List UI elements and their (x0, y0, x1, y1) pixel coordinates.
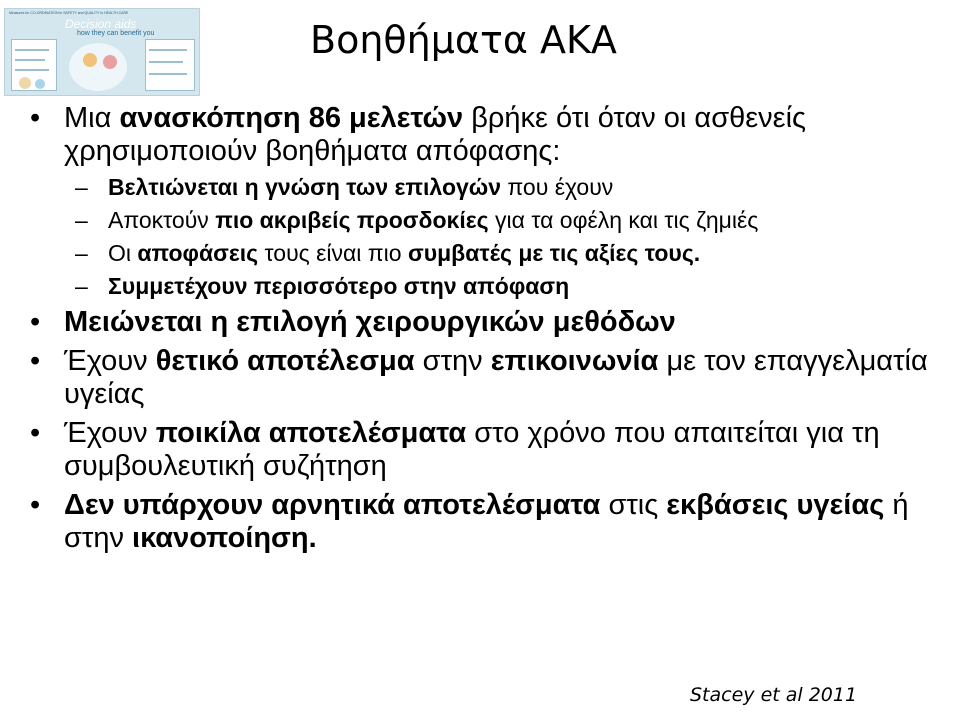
bullet-item (30, 306, 930, 339)
text-segment: πιο ακριβείς προσδοκίες (215, 207, 489, 233)
bullet-item (30, 417, 930, 483)
bullet-item (30, 489, 930, 555)
thumbnail-line (149, 73, 187, 75)
text-segment: ποικίλα αποτελέσματα (155, 417, 467, 449)
text-segment: στο χρόνο που απαιτείται για τη συμβουλευτική συζήτηση (64, 417, 880, 482)
thumbnail-person-icon (83, 53, 97, 67)
text-segment: Δεν υπάρχουν αρνητικά αποτελέσματα (64, 489, 601, 521)
sub-bullet-item (30, 207, 930, 234)
text-segment: εκβάσεις υγείας (666, 489, 885, 521)
bullet-marker: • (30, 102, 41, 134)
thumbnail-line (15, 69, 49, 71)
bullet-marker: • (30, 489, 41, 521)
dash-marker: – (75, 273, 88, 299)
text-segment: Μειώνεται η επιλογή χειρουργικών μεθόδων (64, 306, 676, 338)
thumbnail-center-illustration (69, 43, 127, 91)
slide-title: Βοηθήματα ΑΚΑ (310, 18, 617, 62)
thumbnail-panel-right (145, 39, 195, 91)
thumbnail-panel-left (11, 39, 57, 91)
bullet-list (30, 102, 930, 561)
dash-marker: – (75, 207, 88, 233)
text-segment: αποφάσεις (137, 240, 259, 266)
thumbnail-person-icon (103, 55, 117, 69)
bullet-marker: • (30, 306, 41, 338)
text-segment: Οι (108, 240, 138, 266)
thumbnail-person-icon (35, 79, 45, 89)
bullet-item (30, 102, 930, 168)
text-segment: ανασκόπηση 86 μελετών (119, 102, 464, 134)
decision-aids-thumbnail (4, 8, 200, 96)
text-segment: Συμμετέχουν περισσότερο στην απόφαση (108, 273, 570, 299)
citation: Stacey et al 2011 (690, 684, 858, 706)
text-segment: στις (600, 489, 667, 521)
text-segment: Αποκτούν (108, 207, 216, 233)
bullet-item (30, 345, 930, 411)
thumbnail-person-icon (19, 77, 31, 89)
text-segment: συμβατές με τις αξίες τους. (407, 240, 701, 266)
thumbnail-header: Measures for CO-ORDINATION in SAFETY and QUALITY in HEALTH CARE (9, 11, 129, 15)
text-segment: Έχουν (64, 345, 156, 377)
text-segment: για τα οφέλη και τις ζημιές (488, 207, 759, 233)
thumbnail-line (15, 59, 45, 61)
text-segment: που έχουν (501, 174, 614, 200)
thumbnail-line (149, 61, 183, 63)
dash-marker: – (75, 174, 88, 200)
text-segment: Έχουν (64, 417, 156, 449)
text-segment: τους είναι πιο (258, 240, 408, 266)
text-segment: Βελτιώνεται η γνώση των επιλογών (108, 174, 501, 200)
text-segment: Μια (64, 102, 120, 134)
sub-bullet-item (30, 174, 930, 201)
bullet-marker: • (30, 345, 41, 377)
dash-marker: – (75, 240, 88, 266)
text-segment: με τον επαγγελματία υγείας (64, 345, 928, 410)
text-segment: επικοινωνία (490, 345, 659, 377)
sub-bullet-item (30, 273, 930, 300)
text-segment: στην (414, 345, 491, 377)
thumbnail-line (149, 49, 187, 51)
thumbnail-line (15, 49, 49, 51)
text-segment: ή στην (64, 489, 909, 554)
bullet-marker: • (30, 417, 41, 449)
thumbnail-subtitle: how they can benefit you (77, 30, 155, 37)
text-segment: θετικό αποτέλεσμα (155, 345, 415, 377)
text-segment: βρήκε ότι όταν οι ασθενείς χρησιμοποιούν βοηθήματα απόφασης: (64, 102, 806, 167)
text-segment: ικανοποίηση. (132, 522, 317, 554)
thumbnail-title: Decision aids (65, 17, 137, 31)
sub-bullet-item (30, 240, 930, 267)
